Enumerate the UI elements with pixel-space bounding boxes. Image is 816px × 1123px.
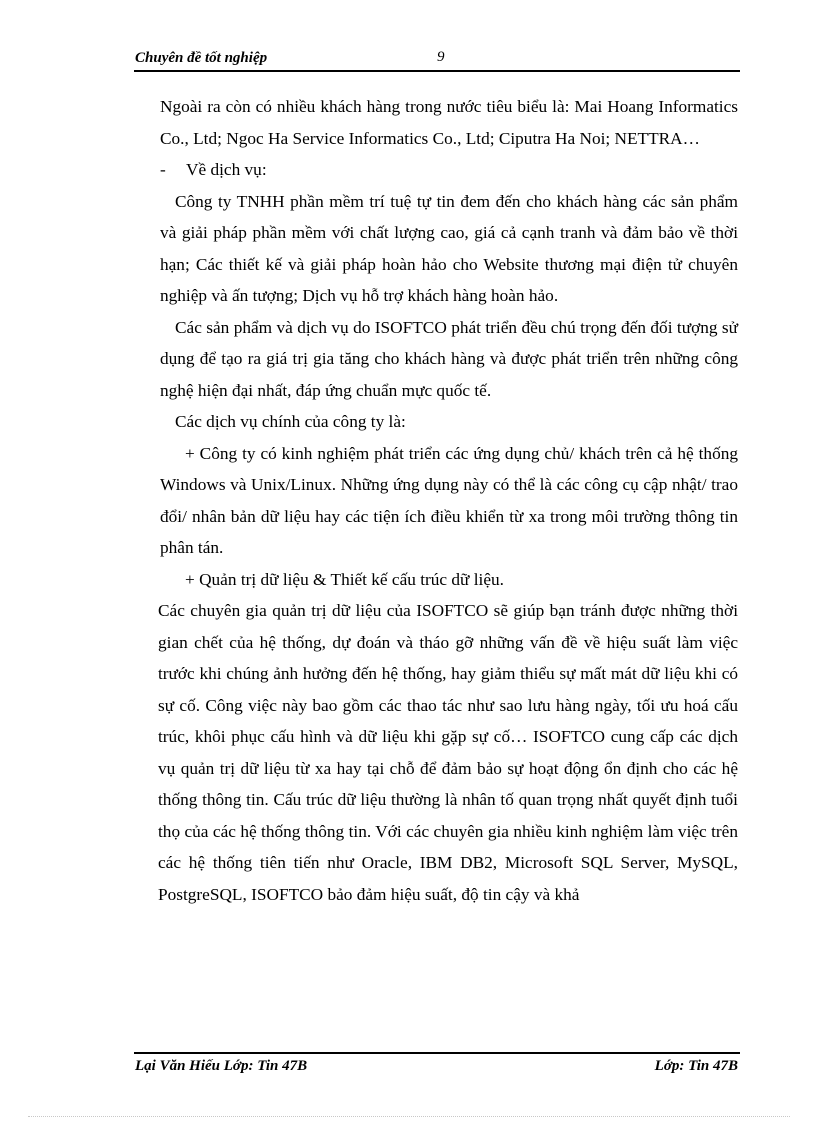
paragraph-service-apps: + Công ty có kinh nghiệm phát triển các ứng dụng chủ/ khách trên cả hệ thống Windows và Unix/Linux. Những ứng dụng này có thể là các công cụ cập nhật/ trao đổi/ nhân bản dữ liệu hay các tiện ích điều khiển từ xa trong môi trường thông tin phân tán.: [160, 443, 738, 557]
paragraph-service-data-admin: + Quản trị dữ liệu & Thiết kế cấu trúc dữ liệu.: [185, 569, 504, 589]
paragraph-customers: Ngoài ra còn có nhiều khách hàng trong nước tiêu biểu là: Mai Hoang Informatics Co., Ltd; Ngoc Ha Service Informatics Co., Ltd; Ciputra Ha Noi; NETTRA…: [160, 97, 738, 148]
footer-author: Lại Văn Hiếu Lớp: Tin 47B: [135, 1058, 308, 1074]
header-rule: [134, 70, 740, 72]
page-header: [134, 48, 740, 70]
header-title: Chuyên đề tốt nghiệp: [135, 50, 268, 66]
bullet-dash: -: [160, 160, 166, 179]
bullet-services-label: Về dịch vụ:: [186, 160, 267, 179]
paragraph-main-services-intro: Các dịch vụ chính của công ty là:: [175, 412, 406, 431]
body-text: [160, 91, 738, 910]
bullet-services: [160, 154, 738, 186]
paragraph-products: Các sản phẩm và dịch vụ do ISOFTCO phát triển đều chú trọng đến đối tượng sử dụng để tạo ra giá trị gia tăng cho khách hàng và được phát triển trên những công nghệ hiện đại nhất, đáp ứng chuẩn mực quốc tế.: [160, 317, 738, 400]
paragraph-company-offer: Công ty TNHH phần mềm trí tuệ tự tin đem đến cho khách hàng các sản phẩm và giải pháp phần mềm với chất lượng cao, giá cả cạnh tranh và đảm bảo về thời hạn; Các thiết kế và giải pháp hoàn hảo cho Website thương mại điện tử chuyên nghiệp và ấn tượng; Dịch vụ hỗ trợ khách hàng hoàn hảo.: [160, 191, 738, 305]
page-footer: [134, 1058, 740, 1078]
footer-class: Lớp: Tin 47B: [654, 1058, 738, 1074]
page-bottom-dotted-line: [28, 1116, 790, 1117]
page-number: 9: [437, 49, 445, 65]
paragraph-data-experts: Các chuyên gia quản trị dữ liệu của ISOFTCO sẽ giúp bạn tránh được những thời gian chết của hệ thống, dự đoán và tháo gỡ những vấn đề về hiệu suất làm việc trước khi chúng ảnh hưởng đến hệ thống, hay giảm thiểu sự mất mát dữ liệu khi có sự cố. Công việc này bao gồm các thao tác như sao lưu hàng ngày, tối ưu hoá cấu trúc, khôi phục cấu hình và dữ liệu khi gặp sự cố… ISOFTCO cung cấp các dịch vụ quản trị dữ liệu từ xa hay tại chỗ để đảm bảo sự hoạt động ổn định cho các hệ thống thông tin. Cấu trúc dữ liệu thường là nhân tố quan trọng nhất quyết định tuổi thọ của các hệ thống thông tin. Với các chuyên gia nhiều kinh nghiệm làm việc trên các hệ thống tiên tiến như Oracle, IBM DB2, Microsoft SQL Server, MySQL, PostgreSQL, ISOFTCO bảo đảm hiệu suất, độ tin cậy và khả: [158, 601, 738, 904]
footer-rule: [134, 1052, 740, 1054]
